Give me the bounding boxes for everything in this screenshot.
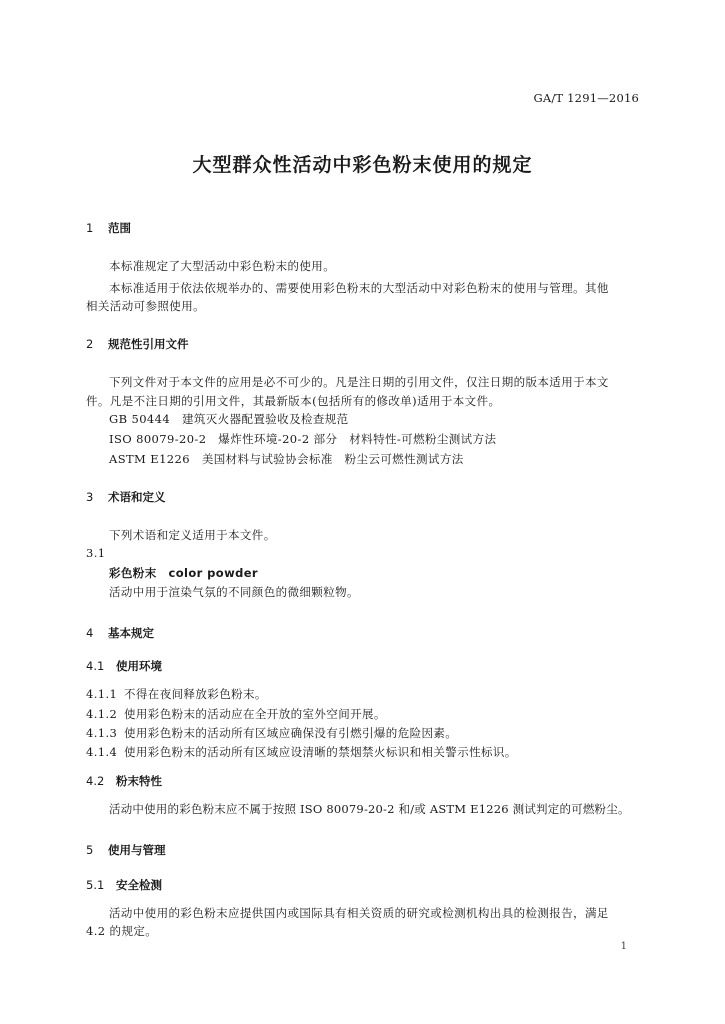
section-4-heading xyxy=(86,625,154,641)
section-title: 基本规定 xyxy=(108,626,154,640)
paragraph-continued: 4.2 的规定。 xyxy=(86,924,158,938)
section-number: 3 xyxy=(86,490,94,504)
paragraph: 活动中使用的彩色粉末应提供国内或国际具有相关资质的研究或检测机构出具的检测报告，满足 xyxy=(109,906,609,920)
clause-number: 4.1.4 xyxy=(86,745,118,759)
standard-number: GA/T 1291—2016 xyxy=(533,91,639,105)
section-3-heading xyxy=(86,489,166,505)
term-name: 彩色粉末 color powder xyxy=(109,566,258,580)
subsection-5-1-heading xyxy=(86,877,162,893)
paragraph: 活动中使用的彩色粉末应不属于按照 ISO 80079-20-2 和/或 ASTM E1226 测试判定的可燃粉尘。 xyxy=(109,802,630,816)
paragraph: 本标准适用于依法依规举办的、需要使用彩色粉末的大型活动中对彩色粉末的使用与管理。其他 xyxy=(109,281,609,295)
subsection-4-2-heading xyxy=(86,773,162,789)
subsection-title: 粉末特性 xyxy=(116,774,162,788)
subsection-title: 使用环境 xyxy=(116,659,162,673)
section-2-heading xyxy=(86,336,189,352)
page-number: 1 xyxy=(620,941,627,952)
section-5-heading xyxy=(86,842,166,858)
section-title: 术语和定义 xyxy=(108,490,166,504)
section-title: 使用与管理 xyxy=(108,843,166,857)
document-title: 大型群众性活动中彩色粉末使用的规定 xyxy=(192,154,533,176)
clause-number: 4.1.2 xyxy=(86,707,118,721)
paragraph-continued: 相关活动可参照使用。 xyxy=(86,299,205,313)
subsection-4-1-heading xyxy=(86,658,162,674)
clause-text: 使用彩色粉末的活动所有区域应设清晰的禁烟禁火标识和相关警示性标识。 xyxy=(124,745,517,759)
clause-item xyxy=(86,686,267,702)
clause-item xyxy=(86,744,517,760)
term-definition: 活动中用于渲染气氛的不同颜色的微细颗粒物。 xyxy=(109,585,359,599)
clause-text: 使用彩色粉末的活动所有区域应确保没有引燃引爆的危险因素。 xyxy=(124,726,458,740)
reference-item: ASTM E1226 美国材料与试验协会标准 粉尘云可燃性测试方法 xyxy=(109,452,464,466)
clause-number: 4.1.1 xyxy=(86,687,118,701)
section-title: 规范性引用文件 xyxy=(108,337,189,351)
paragraph-continued: 件。凡是不注日期的引用文件，其最新版本(包括所有的修改单)适用于本文件。 xyxy=(86,394,501,408)
subsection-number: 5.1 xyxy=(86,878,105,892)
reference-item: GB 50444 建筑灭火器配置验收及检查规范 xyxy=(109,412,349,426)
term-number: 3.1 xyxy=(86,546,106,560)
subsection-number: 4.2 xyxy=(86,774,105,788)
clause-item xyxy=(86,725,457,741)
section-number: 4 xyxy=(86,626,94,640)
section-number: 5 xyxy=(86,843,94,857)
section-number: 1 xyxy=(86,221,94,235)
clause-text: 不得在夜间释放彩色粉末。 xyxy=(124,687,267,701)
paragraph: 下列术语和定义适用于本文件。 xyxy=(109,528,276,542)
clause-text: 使用彩色粉末的活动应在全开放的室外空间开展。 xyxy=(124,707,386,721)
clause-item xyxy=(86,706,386,722)
subsection-number: 4.1 xyxy=(86,659,105,673)
clause-number: 4.1.3 xyxy=(86,726,118,740)
section-number: 2 xyxy=(86,337,94,351)
paragraph: 下列文件对于本文件的应用是必不可少的。凡是注日期的引用文件，仅注日期的版本适用于本文 xyxy=(109,375,609,389)
section-title: 范围 xyxy=(108,221,131,235)
subsection-title: 安全检测 xyxy=(116,878,162,892)
paragraph: 本标准规定了大型活动中彩色粉末的使用。 xyxy=(109,259,336,273)
reference-item: ISO 80079-20-2 爆炸性环境-20-2 部分 材料特性-可燃粉尘测试方法 xyxy=(109,432,497,446)
section-1-heading xyxy=(86,220,131,236)
